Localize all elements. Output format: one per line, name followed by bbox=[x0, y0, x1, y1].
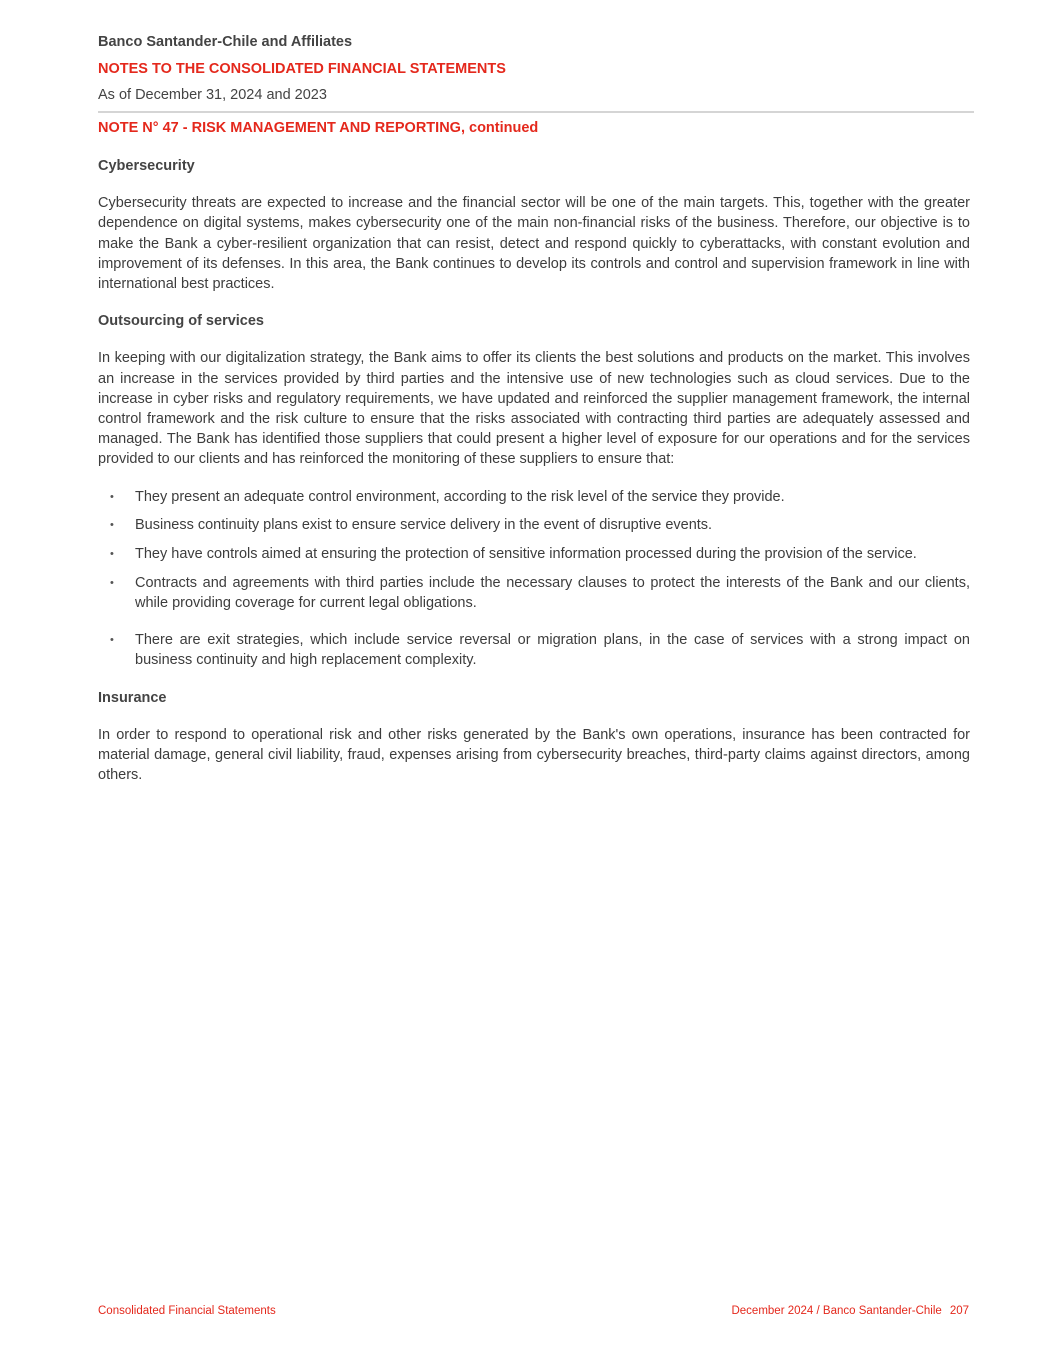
bullet-icon: • bbox=[110, 548, 114, 561]
as-of-date: As of December 31, 2024 and 2023 bbox=[98, 87, 327, 103]
cybersecurity-heading: Cybersecurity bbox=[98, 158, 195, 174]
list-item-text: They have controls aimed at ensuring the protection of sensitive information processed during the provision of the service. bbox=[135, 546, 917, 563]
company-name: Banco Santander-Chile and Affiliates bbox=[98, 34, 353, 50]
supplier-requirements-list bbox=[98, 487, 970, 671]
list-item bbox=[98, 573, 970, 613]
cybersecurity-paragraph: Cybersecurity threats are expected to increase and the financial sector will be one of the main targets. This, together with the greater dependence on digital systems, makes cybersecurity one of the main non-financial risks of the business. Therefore, our objective is to make the Bank a cyber-resilient organization that can resist, detect and respond quickly to cyberattacks, with constant evolution and improvement of its defenses. In this area, the Bank continues to develop its controls and control and supervision framework in line with international best practices. bbox=[98, 195, 970, 293]
list-item-text: Business continuity plans exist to ensure service delivery in the event of disruptive events. bbox=[135, 517, 713, 534]
outsourcing-heading: Outsourcing of services bbox=[98, 313, 264, 330]
footer-date-source bbox=[731, 1305, 969, 1317]
note-title: NOTE N° 47 - RISK MANAGEMENT AND REPORTING, continued bbox=[98, 120, 539, 136]
list-item bbox=[98, 630, 970, 670]
list-item-text: There are exit strategies, which include service reversal or migration plans, in the case of services with a strong impact on business continuity and high replacement complexity. bbox=[135, 632, 970, 669]
list-item bbox=[98, 487, 970, 507]
bullet-icon: • bbox=[110, 634, 114, 647]
page-number: 207 bbox=[949, 1305, 969, 1317]
list-item bbox=[98, 544, 970, 564]
list-item-text: They present an adequate control environment, according to the risk level of the service they provide. bbox=[135, 488, 785, 505]
header-divider bbox=[98, 111, 974, 113]
bullet-icon: • bbox=[110, 576, 114, 589]
list-item bbox=[98, 515, 970, 535]
note-content bbox=[98, 156, 970, 802]
insurance-heading: Insurance bbox=[98, 689, 167, 706]
outsourcing-paragraph: In keeping with our digitalization strategy, the Bank aims to offer its clients the best solutions and products on the market. This involves an increase in the services provided by third parties and the intensive use of new technologies such as cloud services. Due to the increase in cyber risks and regulatory requirements, we have updated and reinforced the supplier management framework, the internal control framework and the risk culture to ensure that the risks associated with contracting third parties are adequately assessed and managed. The Bank has identified those suppliers that could present a higher level of exposure for our operations and for the services provided to our clients and has reinforced the monitoring of these suppliers to ensure that: bbox=[98, 350, 970, 468]
bullet-icon: • bbox=[110, 519, 114, 532]
notes-title: NOTES TO THE CONSOLIDATED FINANCIAL STATEMENTS bbox=[98, 61, 506, 77]
bullet-icon: • bbox=[110, 490, 114, 503]
list-item-text: Contracts and agreements with third parties include the necessary clauses to protect the interests of the Bank and our clients, while providing coverage for current legal obligations. bbox=[135, 574, 970, 611]
footer-document-title: Consolidated Financial Statements bbox=[98, 1305, 276, 1317]
footer-date-label: December 2024 / Banco Santander-Chile bbox=[731, 1305, 942, 1317]
insurance-paragraph: In order to respond to operational risk and other risks generated by the Bank's own operations, insurance has been contracted for material damage, general civil liability, fraud, expenses arising from cybersecurity breaches, third-party claims against directors, among others. bbox=[98, 726, 970, 784]
